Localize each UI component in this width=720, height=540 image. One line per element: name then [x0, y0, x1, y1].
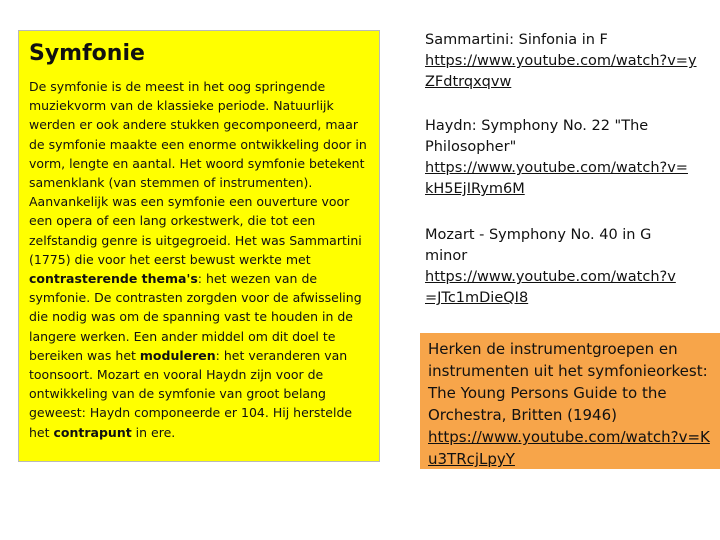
sammartini-link[interactable]: https://www.youtube.com/watch?v=yZFdtrqxqvw	[425, 53, 697, 90]
symfonie-paragraph-2e: : het veranderen van toonsoort. Mozart en vooral Haydn zijn voor de ontwikkeling van de symfonie van groot belang geweest: Haydn componeerde er 104. Hij herstelde het	[29, 347, 353, 440]
sammartini-title: Sammartini: Sinfonia in F	[425, 32, 608, 48]
symfonie-paragraph-2a: Aanvankelijk was een symfonie een ouverture voor een opera of een lang orkestwerk, die tot een zelfstandig genre is uitgegroeid. Het was Sammartini (1775) die voor het eerst bewust werkte met	[29, 194, 362, 267]
symfonie-title: Symfonie	[29, 41, 145, 66]
haydn-link[interactable]: https://www.youtube.com/watch?v=kH5EjIRym6M	[425, 160, 688, 197]
sammartini-entry	[425, 30, 705, 93]
mozart-entry	[425, 225, 680, 309]
symfonie-paragraph-2c: : het wezen van de symfonie. De contrasten zorgden voor de afwisseling die nodig was om de spanning vast te houden in de langere werken. Een ander middel om dit doel te bereiken was het	[29, 271, 362, 363]
orchestra-text: Herken de instrumentgroepen en instrumenten uit het symfonieorkest: The Young Persons Guide to the Orchestra, Britten (1946)	[428, 340, 708, 424]
haydn-entry	[425, 116, 695, 200]
symfonie-text-box	[18, 30, 380, 462]
mozart-link[interactable]: https://www.youtube.com/watch?v=JTc1mDieQI8	[425, 269, 676, 306]
moduleren-term: moduleren	[139, 347, 216, 363]
mozart-title: Mozart - Symphony No. 40 in G minor	[425, 227, 652, 264]
symfonie-paragraph-1: De symfonie is de meest in het oog springende muziekvorm van de klassieke periode. Natuurlijk werden er ook andere stukken gecomponeerd, maar de symfonie maakte een enorme ontwikkeling door in vorm, lengte en aantal. Het woord symfonie betekent samenklank (van stemmen of instrumenten).	[29, 79, 367, 191]
orchestra-box	[420, 333, 720, 469]
contrapunt-term: contrapunt	[53, 424, 132, 440]
haydn-title: Haydn: Symphony No. 22 "The Philosopher"	[425, 118, 649, 155]
contrast-themes-term: contrasterende thema's	[29, 271, 198, 287]
symfonie-body	[29, 77, 369, 442]
orchestra-link[interactable]: https://www.youtube.com/watch?v=Ku3TRcjLpyY	[428, 428, 710, 468]
symfonie-paragraph-2g: in ere.	[131, 424, 176, 440]
